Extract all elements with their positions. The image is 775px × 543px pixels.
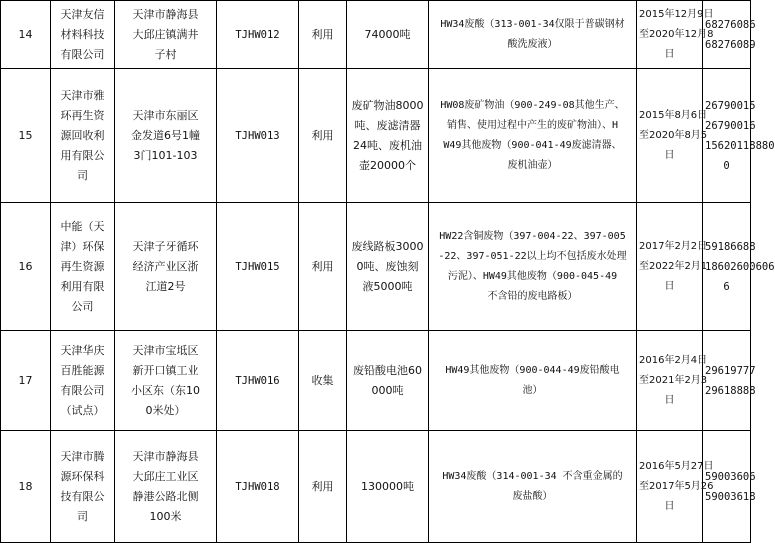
cell-text-line: 000吨	[371, 383, 404, 397]
cell-number	[1, 203, 51, 331]
cell-text-line: 废机油壶）	[507, 159, 558, 171]
cell-text-line: 至2020年8月5	[639, 129, 708, 141]
table-row	[1, 331, 751, 431]
cell-address	[115, 1, 217, 69]
cell-text-line: 3门101-103	[133, 148, 198, 162]
cell-validity-period	[637, 431, 714, 543]
cell-text-line: 26790016	[705, 119, 756, 132]
cell-text-line: 废线路板3000	[351, 239, 424, 253]
cell-capacity	[347, 331, 429, 431]
cell-validity-period	[637, 1, 714, 69]
cell-text-line: 小区东（东10	[131, 383, 200, 397]
cell-waste-category	[429, 69, 637, 203]
cell-text-line: 59186688	[705, 240, 756, 253]
cell-text: 15	[18, 128, 33, 142]
table-row	[1, 1, 751, 69]
cell-text: TJHW018	[235, 480, 280, 493]
cell-text-line: 29618888	[705, 384, 756, 397]
cell-company-name	[51, 431, 115, 543]
cell-capacity	[347, 69, 429, 203]
cell-text-line: 经济产业区浙	[132, 259, 199, 273]
cell-text: TJHW013	[235, 129, 280, 142]
cell-text-line: 有限公司	[60, 383, 105, 397]
cell-permit-code	[217, 1, 299, 69]
cell-operation-mode	[299, 69, 347, 203]
cell-text-line: 子村	[154, 47, 177, 61]
cell-text-line: 15620118880	[705, 139, 775, 152]
cell-permit-code	[217, 331, 299, 431]
cell-text-line: 天津市宝坻区	[132, 343, 199, 357]
cell-waste-category	[429, 1, 637, 69]
cell-text-line: 技有限公	[60, 489, 105, 503]
cell-capacity	[347, 1, 429, 69]
cell-text-line: 100米	[149, 509, 182, 523]
cell-text-line: 司	[77, 509, 88, 523]
cell-text-line: 2015年12月9日	[639, 8, 714, 20]
cell-phone	[703, 203, 775, 331]
cell-company-name	[51, 203, 115, 331]
cell-text-line: 天津友信	[60, 7, 105, 21]
cell-operation-mode	[299, 203, 347, 331]
cell-text-line: 天津市静海县	[132, 7, 199, 21]
cell-text-line: 59003606	[705, 470, 756, 483]
table-row	[1, 431, 751, 543]
cell-text-line: 废盐酸）	[512, 490, 553, 502]
cell-text-line: 0吨、废蚀刻	[356, 259, 419, 273]
cell-text: TJHW016	[235, 374, 280, 387]
cell-text-line: 日	[664, 48, 675, 60]
cell-text-line: HW49其他废物（900-044-49废铅酸电	[445, 364, 620, 376]
cell-text-line: HW34废酸（313-001-34仅限于普碳钢材	[440, 18, 625, 30]
cell-text-line: 源环保科	[60, 469, 105, 483]
cell-text-line: 26790015	[705, 99, 756, 112]
cell-company-name	[51, 1, 115, 69]
cell-text-line: 司	[77, 168, 88, 182]
cell-validity-period	[637, 69, 708, 203]
cell-text-line: W49其他废物（900-041-49废滤清器、	[443, 139, 622, 151]
cell-text-line: 天津市腾	[60, 449, 105, 463]
cell-text-line: 2016年2月4日	[639, 354, 708, 366]
cell-operation-mode	[299, 331, 347, 431]
cell-validity-period	[637, 203, 708, 331]
cell-text-line: 0米处）	[145, 403, 186, 417]
cell-text-line: 公司	[71, 299, 94, 313]
cell-permit-code	[217, 69, 299, 203]
cell-text-line: 有限公司	[60, 47, 105, 61]
cell-address	[115, 331, 217, 431]
cell-text: 利用	[311, 479, 334, 493]
cell-text-line: 大邱庄工业区	[132, 469, 199, 483]
cell-text-line: 用有限公	[60, 148, 105, 162]
cell-text-line: 新开口镇工业	[132, 363, 199, 377]
cell-text-line: 74000吨	[364, 27, 411, 41]
cell-text-line: 不含铅的废电路板）	[487, 290, 578, 302]
table-body	[1, 1, 775, 543]
cell-number	[1, 1, 51, 69]
cell-text-line: 壶20000个	[359, 158, 416, 172]
cell-text: TJHW015	[235, 260, 280, 273]
cell-text-line: 大邱庄镇满井	[132, 27, 199, 41]
cell-permit-code	[217, 431, 299, 543]
cell-text: 收集	[311, 373, 334, 387]
table-row	[1, 69, 751, 203]
cell-text-line: 6	[723, 280, 730, 293]
cell-text-line: 销售、使用过程中产生的废矿物油）、H	[446, 119, 619, 131]
cell-text-line: 至2021年2月3	[639, 374, 708, 386]
cell-text-line: 0	[723, 159, 730, 172]
cell-text-line: 废铅酸电池60	[353, 363, 422, 377]
cell-waste-category	[429, 331, 637, 431]
cell-phone	[703, 431, 756, 543]
cell-text: 18	[18, 479, 33, 493]
cell-text-line: 材料科技	[60, 27, 105, 41]
cell-text-line: 金发道6号1幢	[131, 128, 200, 142]
cell-capacity	[347, 203, 429, 331]
cell-text-line: HW08废矿物油（900-249-08其他生产、	[440, 99, 625, 111]
cell-text-line: 29619777	[705, 364, 756, 377]
cell-text-line: 68276089	[705, 38, 756, 51]
cell-address	[115, 69, 217, 203]
cell-text-line: 利用有限	[60, 279, 105, 293]
cell-text-line: 源回收利	[60, 128, 105, 142]
cell-text-line: 废矿物油8000	[351, 98, 424, 112]
cell-text-line: 天津华庆	[60, 343, 105, 357]
cell-text-line: 酸洗废液）	[507, 38, 558, 50]
cell-text-line: 环再生资	[60, 108, 105, 122]
cell-text-line: 津）环保	[60, 239, 105, 253]
cell-number	[1, 69, 51, 203]
table-row	[1, 203, 751, 331]
cell-text-line: 中能（天	[60, 219, 105, 233]
cell-text-line: 静港公路北侧	[132, 489, 199, 503]
cell-text-line: 日	[664, 500, 675, 512]
cell-text: 利用	[311, 259, 334, 273]
cell-address	[115, 431, 217, 543]
cell-text-line: 日	[664, 149, 675, 161]
cell-text-line: 68276086	[705, 18, 756, 31]
cell-text-line: 2016年5月27日	[639, 460, 714, 472]
cell-text-line: 2017年2月2日	[639, 240, 708, 252]
cell-text-line: 江道2号	[145, 279, 186, 293]
cell-text: 16	[18, 259, 33, 273]
cell-waste-category	[429, 431, 637, 543]
cell-capacity	[347, 431, 429, 543]
cell-text-line: 百胜能源	[60, 363, 105, 377]
cell-text-line: 天津市雅	[60, 88, 105, 102]
cell-text-line: 天津市静海县	[132, 449, 199, 463]
cell-text-line: 日	[664, 280, 675, 292]
cell-number	[1, 331, 51, 431]
cell-operation-mode	[299, 431, 347, 543]
cell-text-line: 天津市东丽区	[132, 108, 199, 122]
cell-operation-mode	[299, 1, 347, 69]
cell-text: 14	[18, 27, 33, 41]
cell-text-line: （试点）	[60, 403, 105, 417]
cell-validity-period	[637, 331, 708, 431]
cell-text-line: 2015年8月6日	[639, 109, 708, 121]
cell-text: TJHW012	[235, 28, 280, 41]
cell-text-line: 再生资源	[60, 259, 105, 273]
cell-address	[115, 203, 217, 331]
cell-text-line: -22、397-051-22以上均不包括废水处理	[438, 250, 627, 262]
cell-text-line: 池）	[522, 384, 543, 396]
cell-text: 利用	[311, 27, 334, 41]
cell-text-line: 18602600606	[705, 260, 775, 273]
cell-text-line: 130000吨	[361, 479, 414, 493]
cell-text-line: HW34废酸（314-001-34 不含重金属的	[442, 470, 623, 482]
cell-text: 利用	[311, 128, 334, 142]
cell-permit-code	[217, 203, 299, 331]
cell-phone	[703, 69, 775, 203]
cell-text: 17	[18, 373, 33, 387]
cell-text-line: 24吨、废机油	[353, 138, 422, 152]
cell-company-name	[51, 331, 115, 431]
cell-text-line: 天津子牙循环	[132, 239, 199, 253]
cell-text-line: 污泥）、HW49其他废物（900-045-49	[447, 270, 618, 282]
cell-text-line: 液5000吨	[362, 279, 413, 293]
cell-waste-category	[429, 203, 637, 331]
cell-company-name	[51, 69, 115, 203]
cell-text-line: HW22含铜废物（397-004-22、397-005	[439, 230, 626, 242]
cell-number	[1, 431, 51, 543]
cell-phone	[703, 331, 756, 431]
cell-text-line: 至2017年5月26	[639, 480, 714, 492]
cell-text-line: 吨、废滤清器	[354, 118, 421, 132]
cell-text-line: 至2022年2月1	[639, 260, 708, 272]
cell-text-line: 59003618	[705, 490, 756, 503]
cell-text-line: 至2020年12月8	[639, 28, 714, 40]
cell-text-line: 日	[664, 394, 675, 406]
